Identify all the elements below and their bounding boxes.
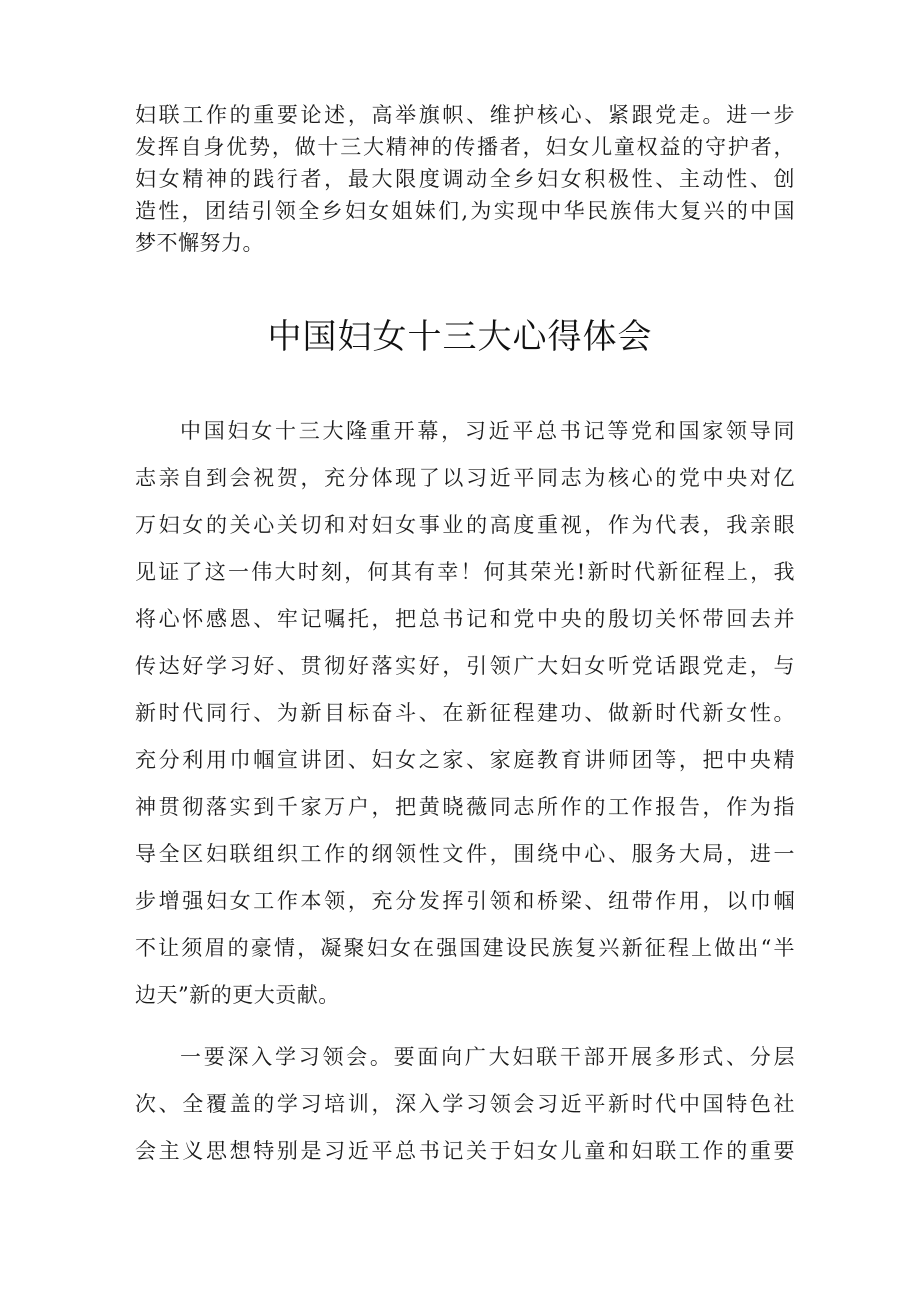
para1-line-6: 传达好学习好、贯彻好落实好，引领广大妇女听党话跟党走，与 <box>135 654 795 678</box>
para2-line-3: 会主义思想特别是习近平总书记关于妇女儿童和妇联工作的重要 <box>135 1139 795 1163</box>
para1-line-8: 充分利用巾帼宣讲团、妇女之家、家庭教育讲师团等，把中央精 <box>135 748 795 772</box>
para1-line-11: 步增强妇女工作本领，充分发挥引领和桥梁、纽带作用，以巾帼 <box>135 889 795 913</box>
document-title: 中国妇女十三大心得体会 <box>267 317 653 357</box>
para1-line-5: 将心怀感恩、牢记嘱托，把总书记和党中央的殷切关怀带回去并 <box>135 607 795 631</box>
intro-line-3: 妇女精神的践行者，最大限度调动全乡妇女积极性、主动性、创 <box>135 167 795 191</box>
intro-line-5: 梦不懈努力。 <box>135 231 264 255</box>
para1-line-10: 导全区妇联组织工作的纲领性文件，围绕中心、服务大局，进一 <box>135 842 795 866</box>
intro-line-4: 造性，团结引领全乡妇女姐妹们,为实现中华民族伟大复兴的中国 <box>135 199 795 223</box>
para1-line-7: 新时代同行、为新目标奋斗、在新征程建功、做新时代新女性。 <box>135 701 795 725</box>
para1-line-1: 中国妇女十三大隆重开幕，习近平总书记等党和国家领导同 <box>180 419 795 443</box>
para1-line-13: 边天”新的更大贡献。 <box>135 983 340 1007</box>
intro-line-1: 妇联工作的重要论述，高举旗帜、维护核心、紧跟党走。进一步 <box>135 103 795 127</box>
para1-line-3: 万妇女的关心关切和对妇女事业的高度重视，作为代表，我亲眼 <box>135 513 795 537</box>
para1-line-4: 见证了这一伟大时刻，何其有幸！何其荣光!新时代新征程上，我 <box>135 560 795 584</box>
para1-line-12: 不让须眉的豪情，凝聚妇女在强国建设民族复兴新征程上做出“半 <box>135 936 795 960</box>
para1-line-2: 志亲自到会祝贺，充分体现了以习近平同志为核心的党中央对亿 <box>135 466 795 490</box>
intro-line-2: 发挥自身优势，做十三大精神的传播者，妇女儿童权益的守护者， <box>135 135 795 159</box>
para2-line-2: 次、全覆盖的学习培训，深入学习领会习近平新时代中国特色社 <box>135 1092 795 1116</box>
para2-line-1: 一要深入学习领会。要面向广大妇联干部开展多形式、分层 <box>180 1045 795 1069</box>
para1-line-9: 神贯彻落实到千家万户，把黄晓薇同志所作的工作报告，作为指 <box>135 795 795 819</box>
